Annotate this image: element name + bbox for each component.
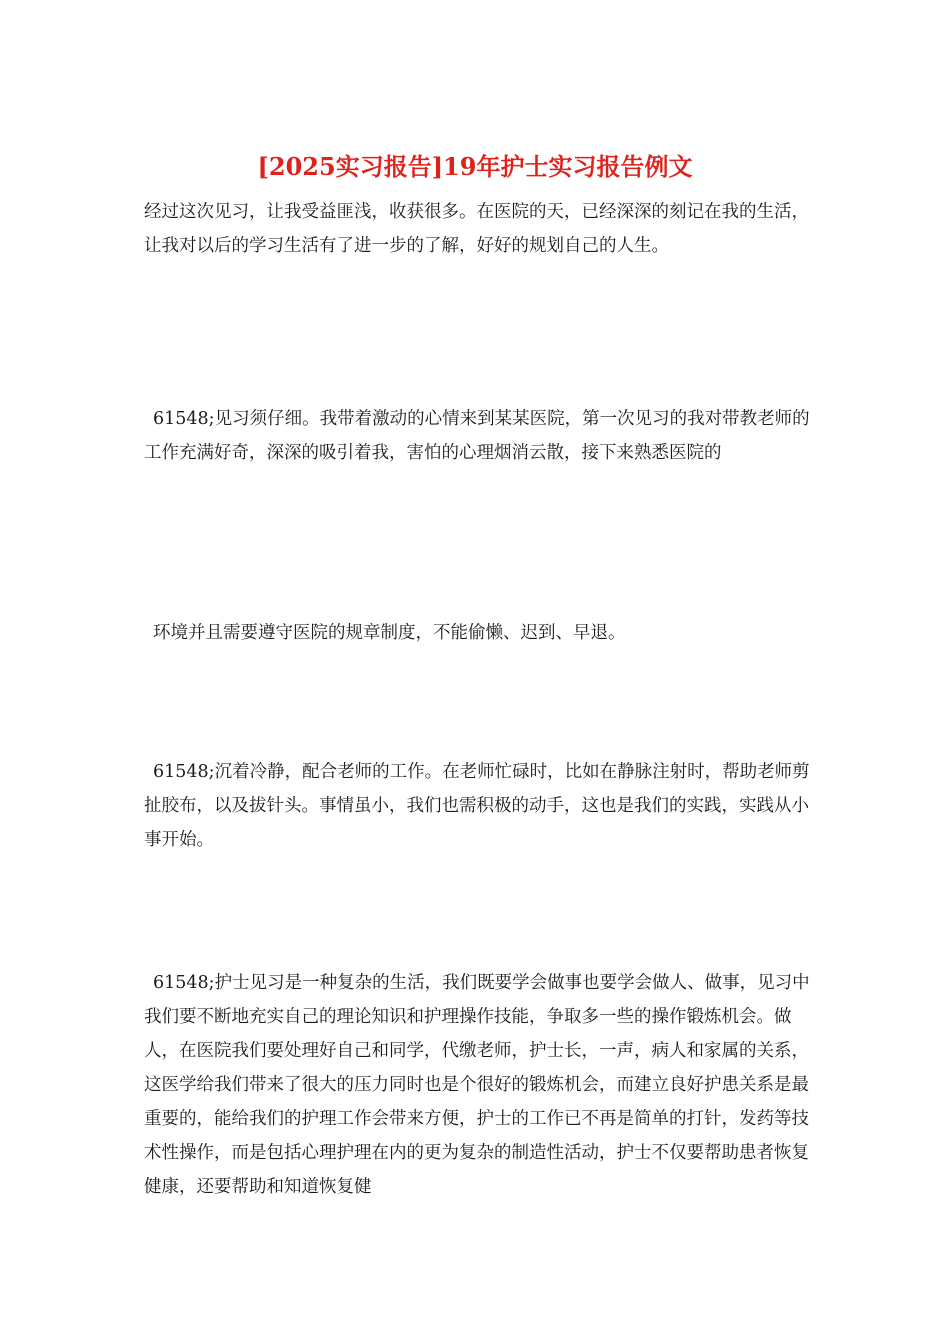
paragraph-rules: 环境并且需要遵守医院的规章制度，不能偷懒、迟到、早退。 xyxy=(153,623,626,643)
paragraph-nursing-life: 61548;护士见习是一种复杂的生活，我们既要学会做事也要学会做人、做事，见习中我们要不断地充实自己的理论知识和护理操作技能，争取多一些的操作锻炼机会。做人，在医院我们要处理好自己和同学，代缴老师，护士长，一声，病人和家属的关系，这医学给我们带来了很大的压力同时也是个很好的锻炼机会，而建立良好护患关系是最重要的，能给我们的护理工作会带来方便，护士的工作已不再是简单的打针，发药等技术性操作，而是包括心理护理在内的更为复杂的制造性活动，护士不仅要帮助患者恢复健康，还要帮助和知道恢复健 xyxy=(144,973,810,1197)
paragraph-observation: 61548;见习须仔细。我带着激动的心情来到某某医院，第一次见习的我对带教老师的工作充满好奇，深深的吸引着我，害怕的心理烟消云散，接下来熟悉医院的 xyxy=(144,409,810,463)
paragraph-calm: 61548;沉着冷静，配合老师的工作。在老师忙碌时，比如在静脉注射时，帮助老师剪扯胶布，以及拔针头。事情虽小，我们也需积极的动手，这也是我们的实践，实践从小事开始。 xyxy=(144,762,810,850)
paragraph-intro: 经过这次见习，让我受益匪浅，收获很多。在医院的天，已经深深的刻记在我的生活，让我对以后的学习生活有了进一步的了解，好好的规划自己的人生。 xyxy=(144,202,809,256)
document-title: [2025实习报告]19年护士实习报告例文 xyxy=(257,152,693,181)
